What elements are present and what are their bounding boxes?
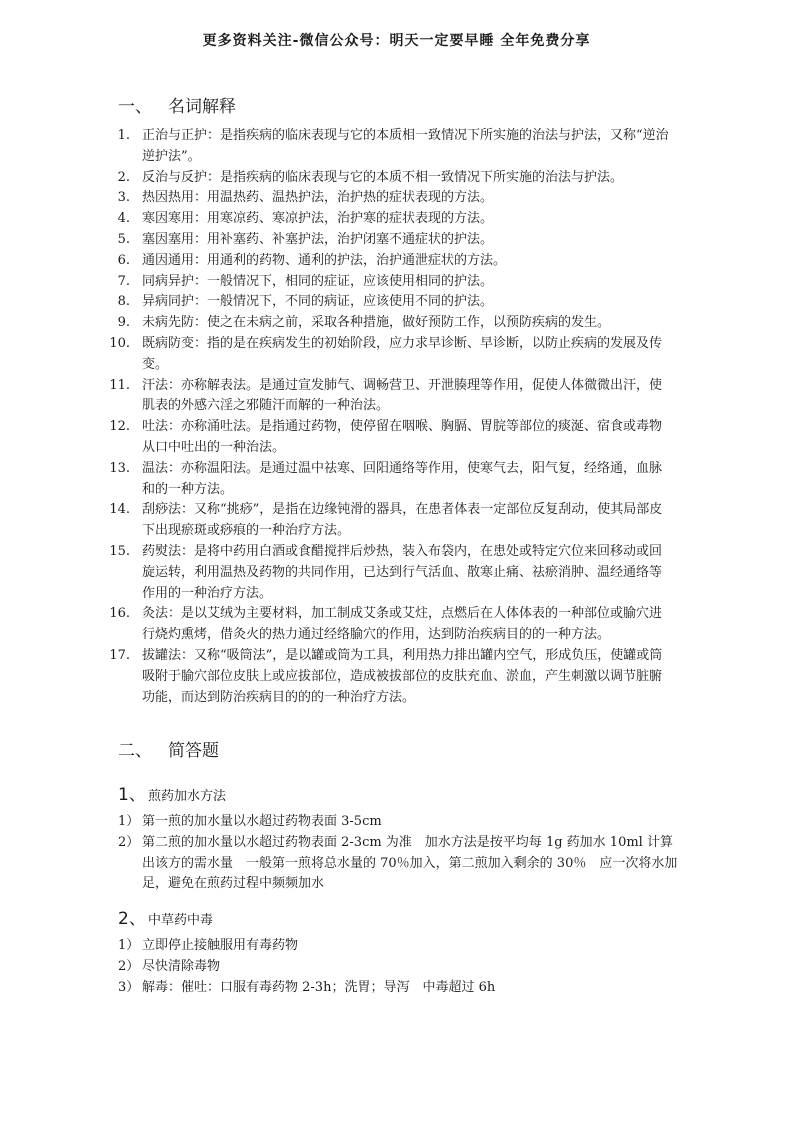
definition-item (104, 376, 674, 418)
answer-item (118, 936, 678, 957)
section-2-number: 二、 (118, 741, 152, 761)
question-2-answers (118, 936, 678, 998)
definition-item-number: 17. (109, 647, 130, 663)
answer-item-number: 1） (118, 814, 140, 829)
definition-item-number: 7. (117, 273, 130, 289)
question-1-answers (118, 812, 678, 895)
page-header: 更多资料关注-微信公众号：明天一定要早睡 全年免费分享 (202, 33, 591, 49)
definition-item-text: 异病同护：一般情况下，不同的病证，应该使用不同的护法。 (142, 294, 494, 310)
definition-item-text: 药熨法：是将中药用白酒或食醋搅拌后炒热，装入布袋内，在患处或特定穴位来回移动或回旋运转，利用温热及药物的共同作用，已达到行气活血、散寒止痛、祛瘀消肿、温经通络等作用的一种治疗方法。 (142, 543, 663, 601)
definition-item-text: 既病防变：指的是在疾病发生的初始阶段，应力求早诊断、早诊断，以防止疾病的发展及传变。 (142, 335, 663, 372)
definition-item-text: 吐法：亦称涌吐法。是指通过药物，使停留在咽喉、胸膈、胃脘等部位的痰涎、宿食或毒物从口中吐出的一种治法。 (142, 419, 663, 455)
definition-item-number: 1. (117, 128, 130, 143)
definition-item (104, 168, 674, 189)
definition-item (104, 292, 674, 313)
definition-item-number: 8. (117, 294, 130, 310)
answer-item-number: 2） (118, 834, 140, 850)
definition-item-text: 刮痧法：又称“挑痧”，是指在边缘钝滑的器具，在患者体表一定部位反复刮动，使其局部皮下出现瘀斑或痧痕的一种治疗方法。 (142, 502, 663, 539)
section-2-title: 简答题 (168, 741, 219, 761)
definition-item-text: 寒因寒用：用寒凉药、寒凉护法，治护寒的症状表现的方法。 (142, 211, 494, 227)
question-2-title: 中草药中毒 (148, 913, 214, 928)
definition-item-text: 塞因塞用：用补塞药、补塞护法，治护闭塞不通症状的护法。 (142, 231, 494, 247)
definition-item-number: 9. (117, 315, 130, 331)
definition-item-text: 正治与正护：是指疾病的临床表现与它的本质相一致情况下所实施的治法与护法，又称“逆治逆护法”。 (142, 128, 669, 164)
definition-item (104, 209, 674, 230)
definition-item-text: 同病异护：一般情况下，相同的症证，应该使用相同的护法。 (142, 273, 494, 289)
definitions-list (104, 126, 674, 708)
definition-item-text: 拔罐法：又称“吸筒法”，是以罐或筒为工具，利用热力排出罐内空气，形成负压，使罐或筒吸附于腧穴部位皮肤上或应拔部位，造成被拔部位的皮肤充血、淤血，产生刺激以调节脏腑功能，而达到防治疾病目的的的一种治疗方法。 (142, 647, 663, 705)
definition-item-number: 3. (117, 190, 130, 206)
answer-item-text: 第二煎的加水量以水超过药物表面 2-3cm 为准 加水方法是按平均每 1g 药加水 10ml 计算出该方的需水量 一般第一煎将总水量的 70％加入，第二煎加入剩余的 30％ 应一次将水加足，避免在煎药过程中频频加水 (142, 834, 678, 892)
definition-item-number: 15. (109, 543, 130, 559)
answer-item (118, 957, 678, 978)
definition-item (104, 126, 674, 168)
definition-item (104, 604, 674, 646)
question-1-heading (118, 780, 226, 805)
definition-item-number: 2. (117, 169, 130, 185)
definition-item (104, 230, 674, 251)
definition-item (104, 334, 674, 376)
definition-item-number: 16. (109, 606, 130, 622)
question-1-number: 1、 (118, 785, 146, 805)
answer-item-number: 3） (118, 979, 140, 995)
definition-item (104, 313, 674, 334)
answer-item (118, 812, 678, 833)
definition-item-number: 4. (117, 211, 130, 227)
answer-item-text: 第一煎的加水量以水超过药物表面 3-5cm (142, 814, 382, 829)
definition-item-text: 热因热用：用温热药、温热护法，治护热的症状表现的方法。 (142, 190, 494, 206)
section-1-title: 名词解释 (168, 97, 236, 117)
definition-item-text: 汗法：亦称解表法。是通过宣发肺气、调畅营卫、开泄腠理等作用，促使人体微微出汗，使肌表的外感六淫之邪随汗而解的一种治法。 (142, 377, 663, 414)
definition-item-text: 未病先防：使之在未病之前，采取各种措施，做好预防工作，以预防疾病的发生。 (142, 315, 611, 331)
definition-item-text: 反治与反护：是指疾病的临床表现与它的本质不相一致情况下所实施的治法与护法。 (142, 169, 624, 185)
definition-item-text: 通因通用：用通利的药物、通利的护法，治护通泄症状的方法。 (142, 252, 507, 268)
section-1-heading (118, 92, 236, 117)
definition-item (104, 459, 674, 501)
answer-item-text: 尽快清除毒物 (142, 958, 221, 974)
section-1-number: 一、 (118, 97, 152, 117)
definition-item (104, 272, 674, 293)
definition-item (104, 500, 674, 542)
question-1-title: 煎药加水方法 (148, 789, 227, 804)
definition-item-number: 11. (109, 377, 130, 393)
definition-item-number: 5. (117, 231, 130, 247)
section-2-heading (118, 736, 219, 761)
definition-item-number: 6. (117, 252, 130, 268)
definition-item (104, 251, 674, 272)
definition-item-number: 12. (109, 419, 130, 435)
definition-item (104, 646, 674, 708)
definition-item (104, 188, 674, 209)
answer-item-text: 立即停止接触服用有毒药物 (142, 938, 299, 953)
question-2-number: 2、 (118, 909, 146, 929)
definition-item-number: 13. (109, 460, 130, 476)
answer-item-number: 1） (118, 938, 140, 953)
definition-item (104, 542, 674, 604)
definition-item (104, 417, 674, 459)
definition-item-text: 温法：亦称温阳法。是通过温中祛寒、回阳通络等作用，使寒气去，阳气复，经络通，血脉和的一种方法。 (142, 460, 663, 497)
definition-item-number: 10. (109, 335, 130, 351)
question-2-heading (118, 904, 213, 929)
answer-item (118, 833, 678, 895)
answer-item (118, 978, 678, 999)
answer-item-text: 解毒：催吐：口服有毒药物 2-3h；洗胃；导泻 中毒超过 6h (142, 979, 496, 995)
definition-item-text: 灸法：是以艾绒为主要材料，加工制成艾条或艾炷，点燃后在人体体表的一种部位或腧穴进行烧灼熏烤，借灸火的热力通过经络腧穴的作用，达到防治疾病目的的一种方法。 (142, 606, 663, 643)
answer-item-number: 2） (118, 958, 140, 974)
definition-item-number: 14. (109, 502, 130, 518)
